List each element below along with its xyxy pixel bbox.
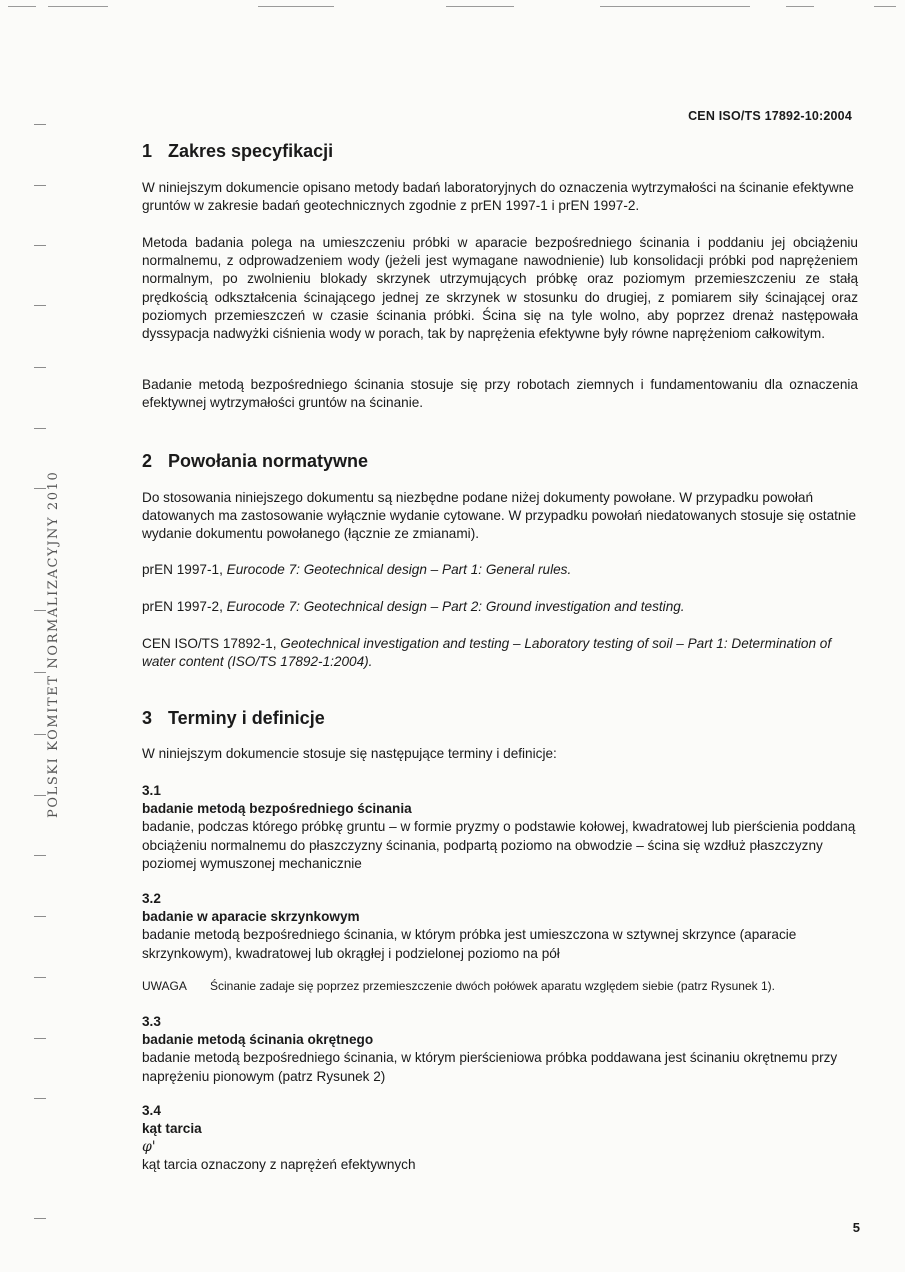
term-3-3 — [142, 1013, 858, 1086]
paragraph: Metoda badania polega na umieszczeniu próbki w aparacie bezpośredniego ścinania i poddaniu jej obciążeniu normalnemu, z odprowadzeniem wody (jeżeli jest wymagane nawodnienie) lub konsolidacji próbki pod naprężeniem normalnym, po zwolnieniu blokady skrzynek utrzymujących próbkę oraz poziomym przemieszczeniu ze stałą prędkością odkształcenia ścinającego jednej ze skrzynek w stosunku do drugiej, z pomiarem siły ścinającej oraz poziomych przemieszczeń w czasie ścinania próbki. Ścina się na tyle wolno, aby poprzez drenaż następowała dyssypacja nadwyżki ciśnienia wody w porach, tak by naprężenia efektywne były równe naprężeniom całkowitym. — [142, 235, 858, 342]
term-number: 3.1 — [142, 783, 161, 798]
section-3-heading — [142, 708, 858, 729]
term-note — [142, 978, 858, 994]
reference-title: Eurocode 7: Geotechnical design – Part 2: Ground investigation and testing. — [226, 599, 685, 614]
term-title: badanie metodą bezpośredniego ścinania — [142, 801, 412, 817]
paragraph: W niniejszym dokumencie opisano metody badań laboratoryjnych do oznaczenia wytrzymałości na ścinanie efektywne gruntów w zakresie badań geotechnicznych zgodnie z prEN 1997-1 i prEN 1997-2. — [142, 180, 854, 214]
term-number: 3.3 — [142, 1014, 161, 1029]
reference-title: Eurocode 7: Geotechnical design – Part 1: General rules. — [226, 562, 572, 577]
term-definition: badanie metodą bezpośredniego ścinania, w którym próbka jest umieszczona w sztywnej skrzynce (aparacie skrzynkowym), kwadratowej lub okrągłej i podzielonej poziomo na pół — [142, 927, 797, 961]
document-reference: CEN ISO/TS 17892-10:2004 — [688, 109, 852, 123]
term-3-1 — [142, 782, 858, 873]
watermark-text: POLSKI KOMITET NORMALIZACYJNY 2010 — [46, 470, 61, 818]
note-label: UWAGA — [142, 979, 187, 993]
term-title: badanie metodą ścinania okrętnego — [142, 1032, 374, 1048]
reference-code: CEN ISO/TS 17892-1, — [142, 636, 281, 651]
paragraph: Do stosowania niniejszego dokumentu są niezbędne podane niżej dokumenty powołane. W przypadku powołań datowanych ma zastosowanie wyłącznie wydanie cytowane. W przypadku powołań niedatowanych stosuje się ostatnie wydanie dokumentu powołanego (łącznie ze zmianami). — [142, 490, 857, 542]
paragraph: Badanie metodą bezpośredniego ścinania stosuje się przy robotach ziemnych i fundamentowaniu dla oznaczenia efektywnej wytrzymałości gruntów na ścinanie. — [142, 377, 858, 411]
term-title: badanie w aparacie skrzynkowym — [142, 909, 360, 925]
reference-code: prEN 1997-2, — [142, 599, 227, 614]
term-3-4 — [142, 1102, 858, 1175]
reference-code: prEN 1997-1, — [142, 562, 227, 577]
term-number: 3.4 — [142, 1103, 161, 1118]
term-title: kąt tarcia — [142, 1121, 202, 1137]
section-1-paragraph-1 — [142, 179, 858, 215]
section-1-heading — [142, 141, 858, 162]
term-number: 3.2 — [142, 891, 161, 906]
reference-item — [142, 561, 858, 579]
note-text: Ścinanie zadaje się poprzez przemieszczenie dwóch połówek aparatu względem siebie (patrz Rysunek 1). — [210, 979, 775, 993]
section-title: Terminy i definicje — [168, 708, 325, 728]
term-definition: badanie, podczas którego próbkę gruntu – w formie pryzmy o podstawie kołowej, kwadratowej lub pierścienia poddaną obciążeniu normalnemu do płaszczyzny ścinania, podpartą poziomo na obwodzie – ścina się wzdłuż płaszczyzny poziomej wymuszonej mechanicznie — [142, 819, 856, 871]
section-1-paragraph-3 — [142, 376, 858, 412]
section-number: 2 — [142, 451, 153, 471]
section-number: 1 — [142, 141, 153, 161]
page-number: 5 — [852, 1220, 860, 1235]
section-1-paragraph-2 — [142, 234, 858, 343]
paragraph: W niniejszym dokumencie stosuje się następujące terminy i definicje: — [142, 746, 557, 761]
section-number: 3 — [142, 708, 153, 728]
reference-item — [142, 598, 858, 616]
reference-title: Geotechnical investigation and testing – Laboratory testing of soil – Part 1: Determination of water content (ISO/TS 17892-1:2004). — [142, 636, 832, 670]
section-2-intro — [142, 489, 858, 544]
section-2-heading — [142, 451, 858, 472]
scan-artifact-lines — [0, 6, 905, 10]
term-definition: badanie metodą bezpośredniego ścinania, w którym pierścieniowa próbka poddawana jest ścinaniu okrętnemu przy naprężeniu pionowym (patrz Rysunek 2) — [142, 1050, 838, 1084]
reference-item — [142, 635, 858, 671]
term-symbol: φ' — [142, 1139, 156, 1156]
section-title: Zakres specyfikacji — [168, 141, 334, 161]
term-3-2 — [142, 890, 858, 963]
section-title: Powołania normatywne — [168, 451, 369, 471]
section-3-intro — [142, 745, 858, 763]
term-definition: kąt tarcia oznaczony z naprężeń efektywnych — [142, 1157, 416, 1173]
